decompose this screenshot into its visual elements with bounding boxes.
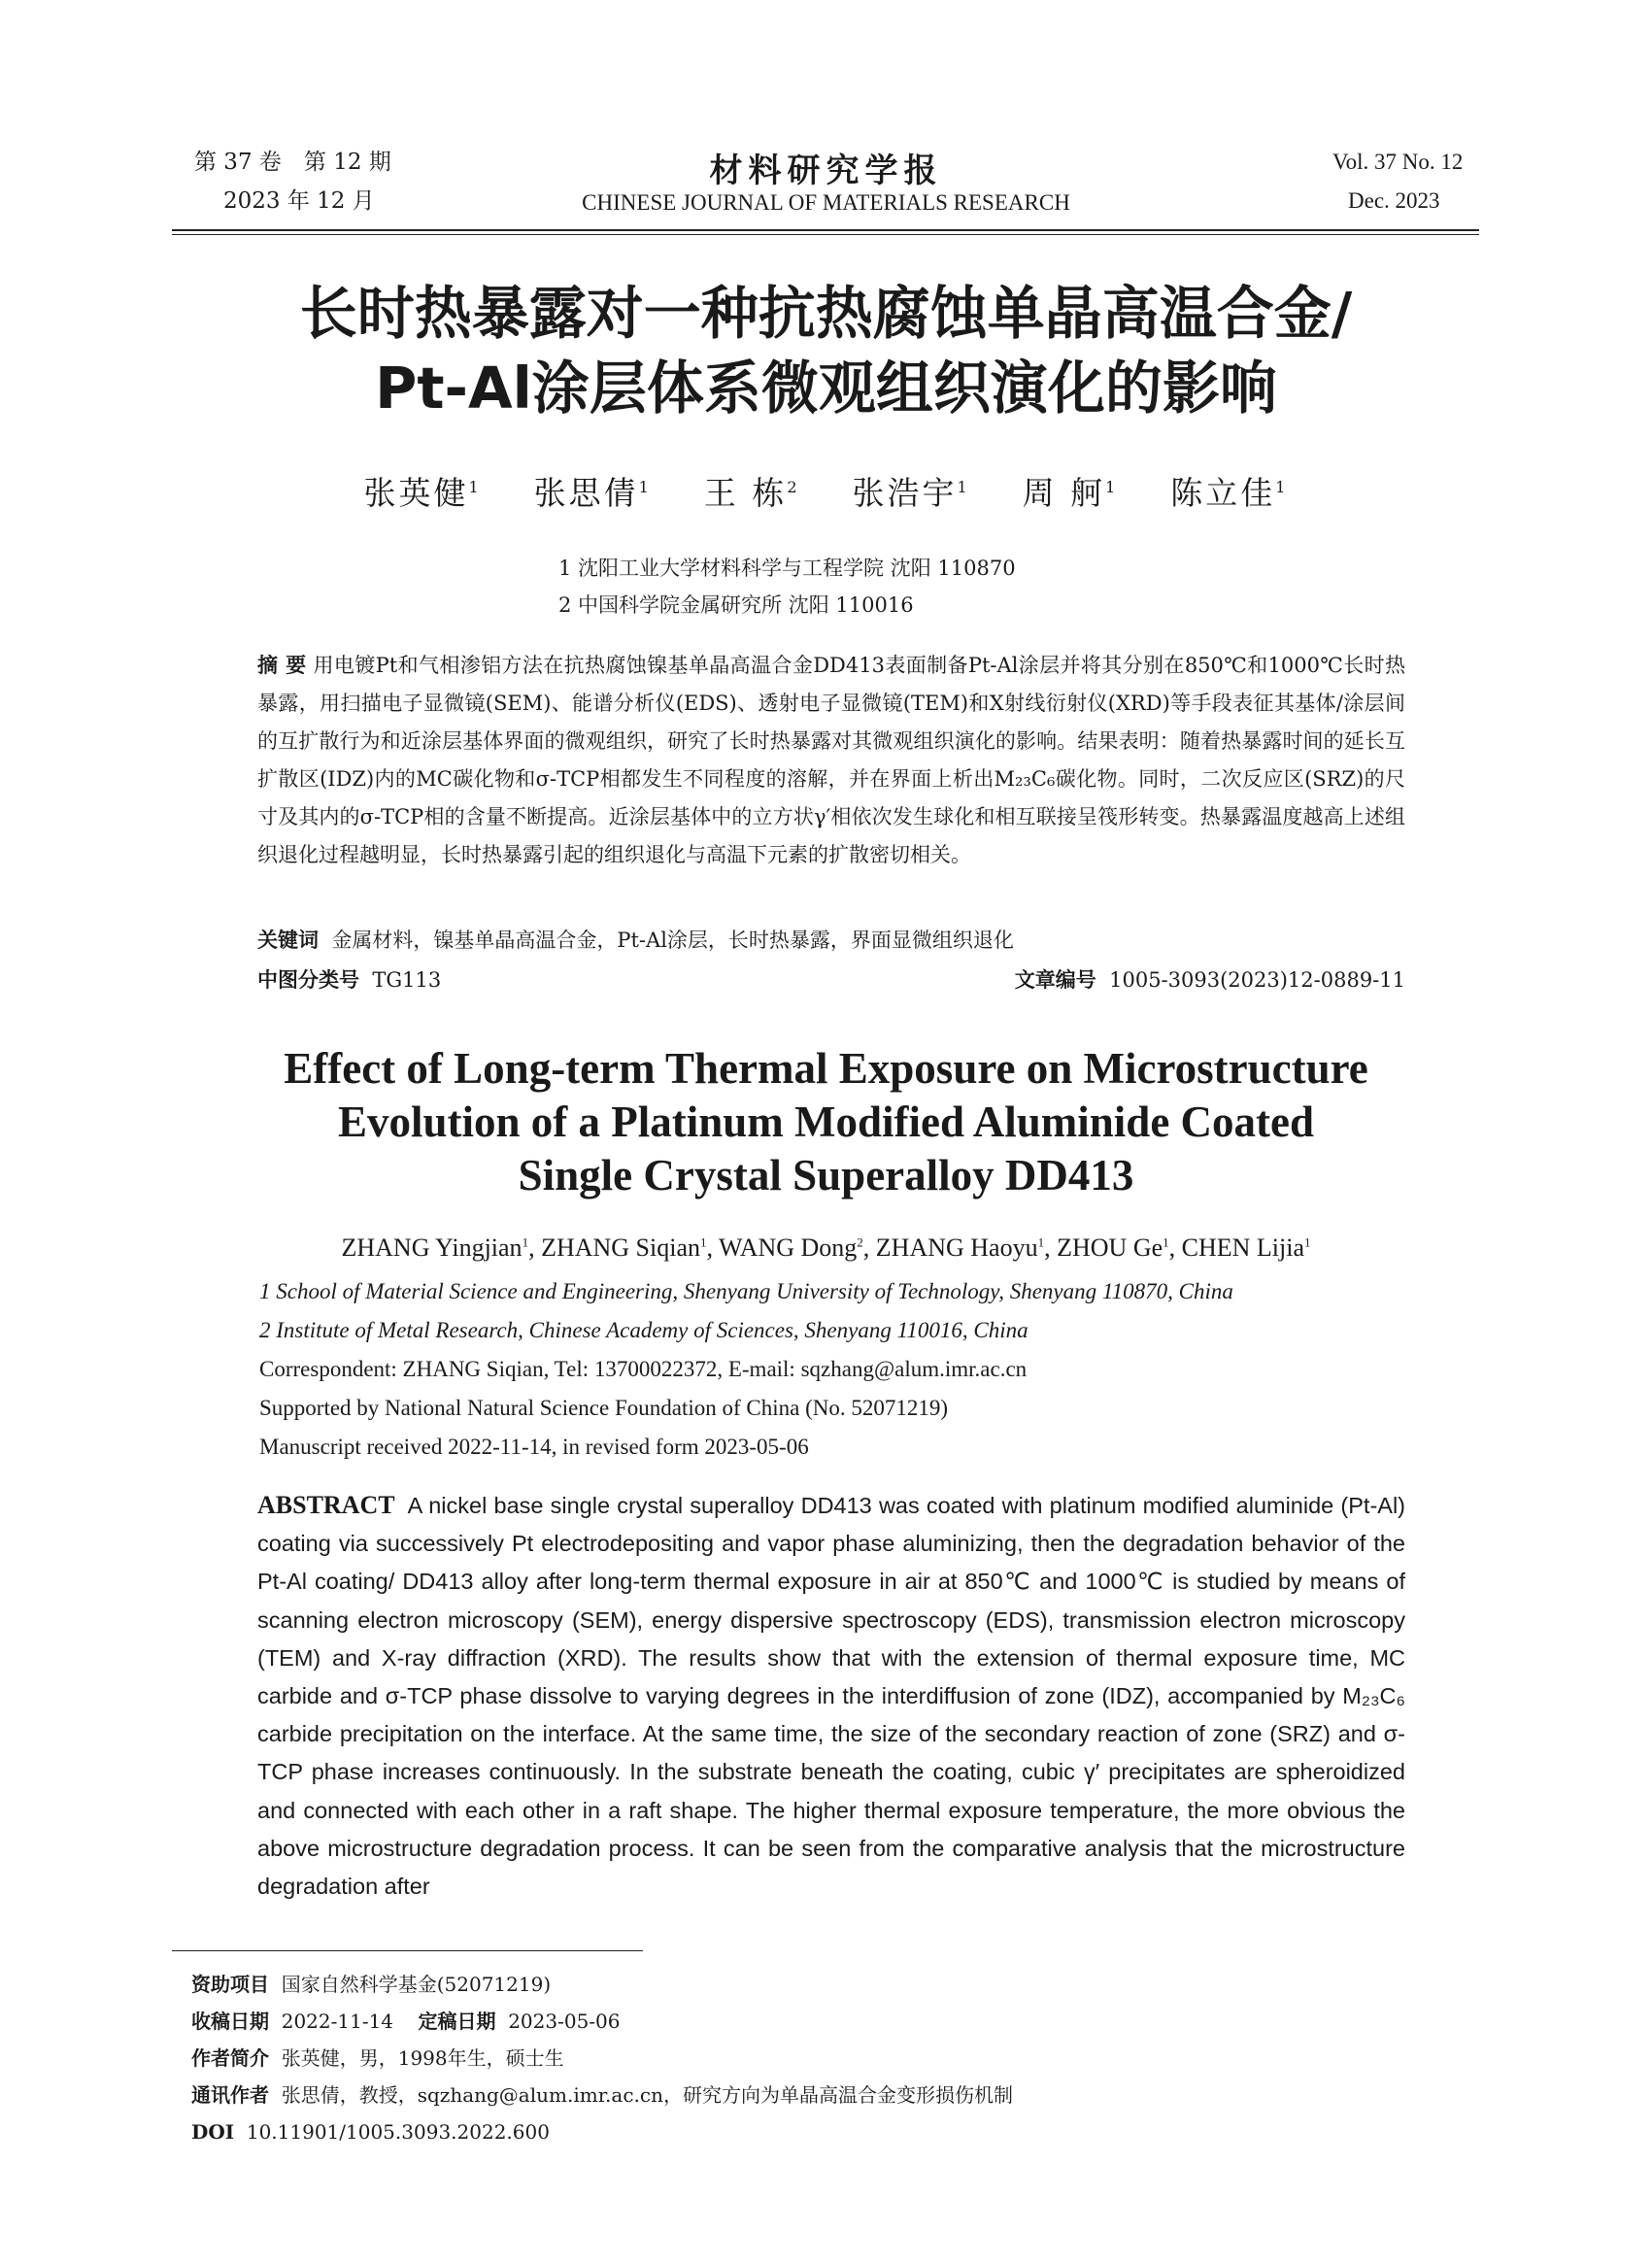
author-en-aff: 2 — [857, 1234, 863, 1250]
author-cn-name: 张思倩 — [533, 474, 639, 512]
header-date-en: Dec. 2023 — [1348, 188, 1440, 213]
final-value: 2023-05-06 — [508, 2010, 621, 2033]
supported-en: Supported by National Natural Science Foundation of China (No. 52071219) — [259, 1396, 949, 1420]
author-value: 张英健，男，1998年生，硕士生 — [281, 2046, 564, 2070]
classification — [257, 961, 1405, 999]
author-cn-aff: 1 — [957, 478, 970, 496]
article-number-label: 文章编号 — [1014, 967, 1096, 992]
journal-title-en: CHINESE JOURNAL OF MATERIALS RESEARCH — [582, 190, 1070, 215]
abstract-cn — [257, 646, 1405, 874]
author-cn-name: 张浩宇 — [852, 474, 958, 512]
header-rule-top — [172, 229, 1479, 231]
abstract-en — [257, 1486, 1405, 1906]
correspondent-en: Correspondent: ZHANG Siqian, Tel: 13700022372, E-mail: sqzhang@alum.imr.ac.cn — [259, 1357, 1028, 1381]
author-cn-name: 张英健 — [363, 474, 469, 512]
affiliation-cn-1: 1 沈阳工业大学材料科学与工程学院 沈阳 110870 — [558, 557, 1016, 580]
manuscript-en: Manuscript received 2022-11-14, in revised form 2023-05-06 — [259, 1435, 809, 1459]
journal-title-cn: 材料研究学报 — [709, 152, 943, 190]
author-en-name: ZHANG Siqian — [541, 1233, 700, 1262]
author-cn-aff: 1 — [638, 478, 652, 496]
author-cn-name: 周 舸 — [1022, 474, 1106, 512]
title-en-line2: Evolution of a Platinum Modified Aluminide Coated — [337, 1098, 1315, 1146]
article-number-value: 1005-3093(2023)12-0889-11 — [1109, 968, 1405, 992]
doi-value: 10.11901/1005.3093.2022.600 — [246, 2120, 550, 2144]
abstract-cn-label: 摘 要 — [257, 653, 307, 677]
author-en-name: CHEN Lijia — [1181, 1233, 1305, 1262]
received-value: 2022-11-14 — [281, 2010, 394, 2033]
author-label: 作者简介 — [191, 2046, 269, 2070]
author-cn-aff: 1 — [1105, 478, 1119, 496]
author-en-aff: 1 — [1037, 1234, 1045, 1250]
corr-label: 通讯作者 — [191, 2083, 269, 2107]
doi-label: DOI — [191, 2120, 235, 2144]
keywords-cn — [257, 921, 1405, 960]
author-en-name: WANG Dong — [719, 1233, 858, 1262]
author-cn-aff: 2 — [787, 478, 800, 496]
author-en-aff: 1 — [1304, 1234, 1311, 1250]
corr-value: 张思倩，教授，sqzhang@alum.imr.ac.cn，研究方向为单晶高温合金变形损伤机制 — [281, 2083, 1013, 2107]
footnotes — [191, 1966, 1013, 2150]
final-label: 定稿日期 — [418, 2010, 496, 2033]
authors-cn — [0, 468, 1652, 514]
clc-label: 中图分类号 — [257, 967, 359, 992]
author-en-aff: 1 — [1163, 1234, 1169, 1250]
author-en-aff: 1 — [700, 1234, 707, 1250]
header-vol-en: Vol. 37 No. 12 — [1332, 150, 1464, 174]
affiliation-en-2: 2 Institute of Metal Research, Chinese Academy of Sciences, Shenyang 110016, China — [259, 1318, 1028, 1342]
title-cn-line1: 长时热暴露对一种抗热腐蚀单晶高温合金/ — [299, 280, 1353, 347]
abstract-en-label: ABSTRACT — [257, 1491, 395, 1519]
author-cn-aff: 1 — [1275, 478, 1289, 496]
footnote-dates — [191, 2003, 1013, 2040]
affiliations-en-block — [259, 1272, 1233, 1467]
author-cn-name: 王 栋 — [703, 474, 788, 512]
author-en-aff: 1 — [522, 1234, 529, 1250]
author-en-name: ZHANG Haoyu — [875, 1233, 1038, 1262]
author-en-name: ZHOU Ge — [1057, 1233, 1163, 1262]
affiliations-cn — [558, 550, 1016, 624]
footnote-corr — [191, 2077, 1013, 2113]
footnote-doi — [191, 2113, 1013, 2150]
keywords-cn-text: 金属材料，镍基单晶高温合金，Pt-Al涂层，长时热暴露，界面显微组织退化 — [331, 929, 1014, 952]
title-en-line3: Single Crystal Superalloy DD413 — [518, 1151, 1134, 1200]
author-en-name: ZHANG Yingjian — [341, 1233, 523, 1262]
footnote-fund — [191, 1966, 1013, 2003]
affiliation-en-1: 1 School of Material Science and Engineering, Shenyang University of Technology, Shenyang 110870, China — [259, 1279, 1233, 1303]
keywords-cn-label: 关键词 — [257, 928, 319, 952]
footnote-rule — [172, 1950, 643, 1951]
footnote-author — [191, 2040, 1013, 2077]
header-rule-bottom — [172, 234, 1479, 235]
abstract-en-text: A nickel base single crystal superalloy DD413 was coated with platinum modified aluminide (Pt-Al) coating via successively Pt electrodepositing and vapor phase aluminizing, then the degradation behavior of the Pt-Al coating/ DD413 alloy after long-term thermal exposure in air at 850℃ and 1000℃ is studied by means of scanning electron microscopy (SEM), energy dispersive spectroscopy (EDS), transmission electron microscopy (TEM) and X-ray diffraction (XRD). The results show that with the extension of thermal exposure time, MC carbide and σ-TCP phase dissolve to varying degrees in the interdiffusion of zone (IDZ), accompanied by M₂₃C₆ carbide precipitation on the interface. At the same time, the size of the secondary reaction of zone (SRZ) and σ-TCP phase increases continuously. In the substrate beneath the coating, cubic γ′ precipitates are spheroidized and connected with each other in a raft shape. The higher thermal exposure temperature, the more obvious the above microstructure degradation process. It can be seen from the comparative analysis that the microstructure degradation after — [257, 1493, 1405, 1900]
header-volume-issue-cn: 第 37 卷 第 12 期 — [194, 150, 391, 175]
author-cn-name: 陈立佳 — [1170, 474, 1276, 512]
clc-value: TG113 — [372, 968, 442, 992]
fund-value: 国家自然科学基金(52071219) — [281, 1973, 552, 1996]
affiliation-cn-2: 2 中国科学院金属研究所 沈阳 110016 — [558, 593, 914, 617]
authors-en: ZHANG Yingjian$^1$, ZHANG Siqian$^1$, WANG Dong$^2$, ZHANG Haoyu$^1$, ZHOU Ge$^1$, CHEN Lijia$^1$ — [341, 1233, 1311, 1262]
title-cn-line2: Pt-Al涂层体系微观组织演化的影响 — [375, 355, 1277, 422]
header-date-cn: 2023 年 12 月 — [223, 188, 375, 214]
author-cn-aff: 1 — [468, 478, 482, 496]
title-en-line1: Effect of Long-term Thermal Exposure on Microstructure — [284, 1044, 1368, 1093]
abstract-cn-text: 用电镀Pt和气相渗铝方法在抗热腐蚀镍基单晶高温合金DD413表面制备Pt-Al涂层并将其分别在850℃和1000℃长时热暴露，用扫描电子显微镜(SEM)、能谱分析仪(EDS)、透射电子显微镜(TEM)和X射线衍射仪(XRD)等手段表征其基体/涂层间的互扩散行为和近涂层基体界面的微观组织，研究了长时热暴露对其微观组织演化的影响。结果表明：随着热暴露时间的延长互扩散区(IDZ)内的MC碳化物和σ-TCP相都发生不同程度的溶解，并在界面上析出M₂₃C₆碳化物。同时，二次反应区(SRZ)的尺寸及其内的σ-TCP相的含量不断提高。近涂层基体中的立方状γ′相依次发生球化和相互联接呈筏形转变。热暴露温度越高上述组织退化过程越明显，长时热暴露引起的组织退化与高温下元素的扩散密切相关。 — [257, 654, 1405, 866]
fund-label: 资助项目 — [191, 1973, 269, 1996]
received-label: 收稿日期 — [191, 2010, 269, 2033]
